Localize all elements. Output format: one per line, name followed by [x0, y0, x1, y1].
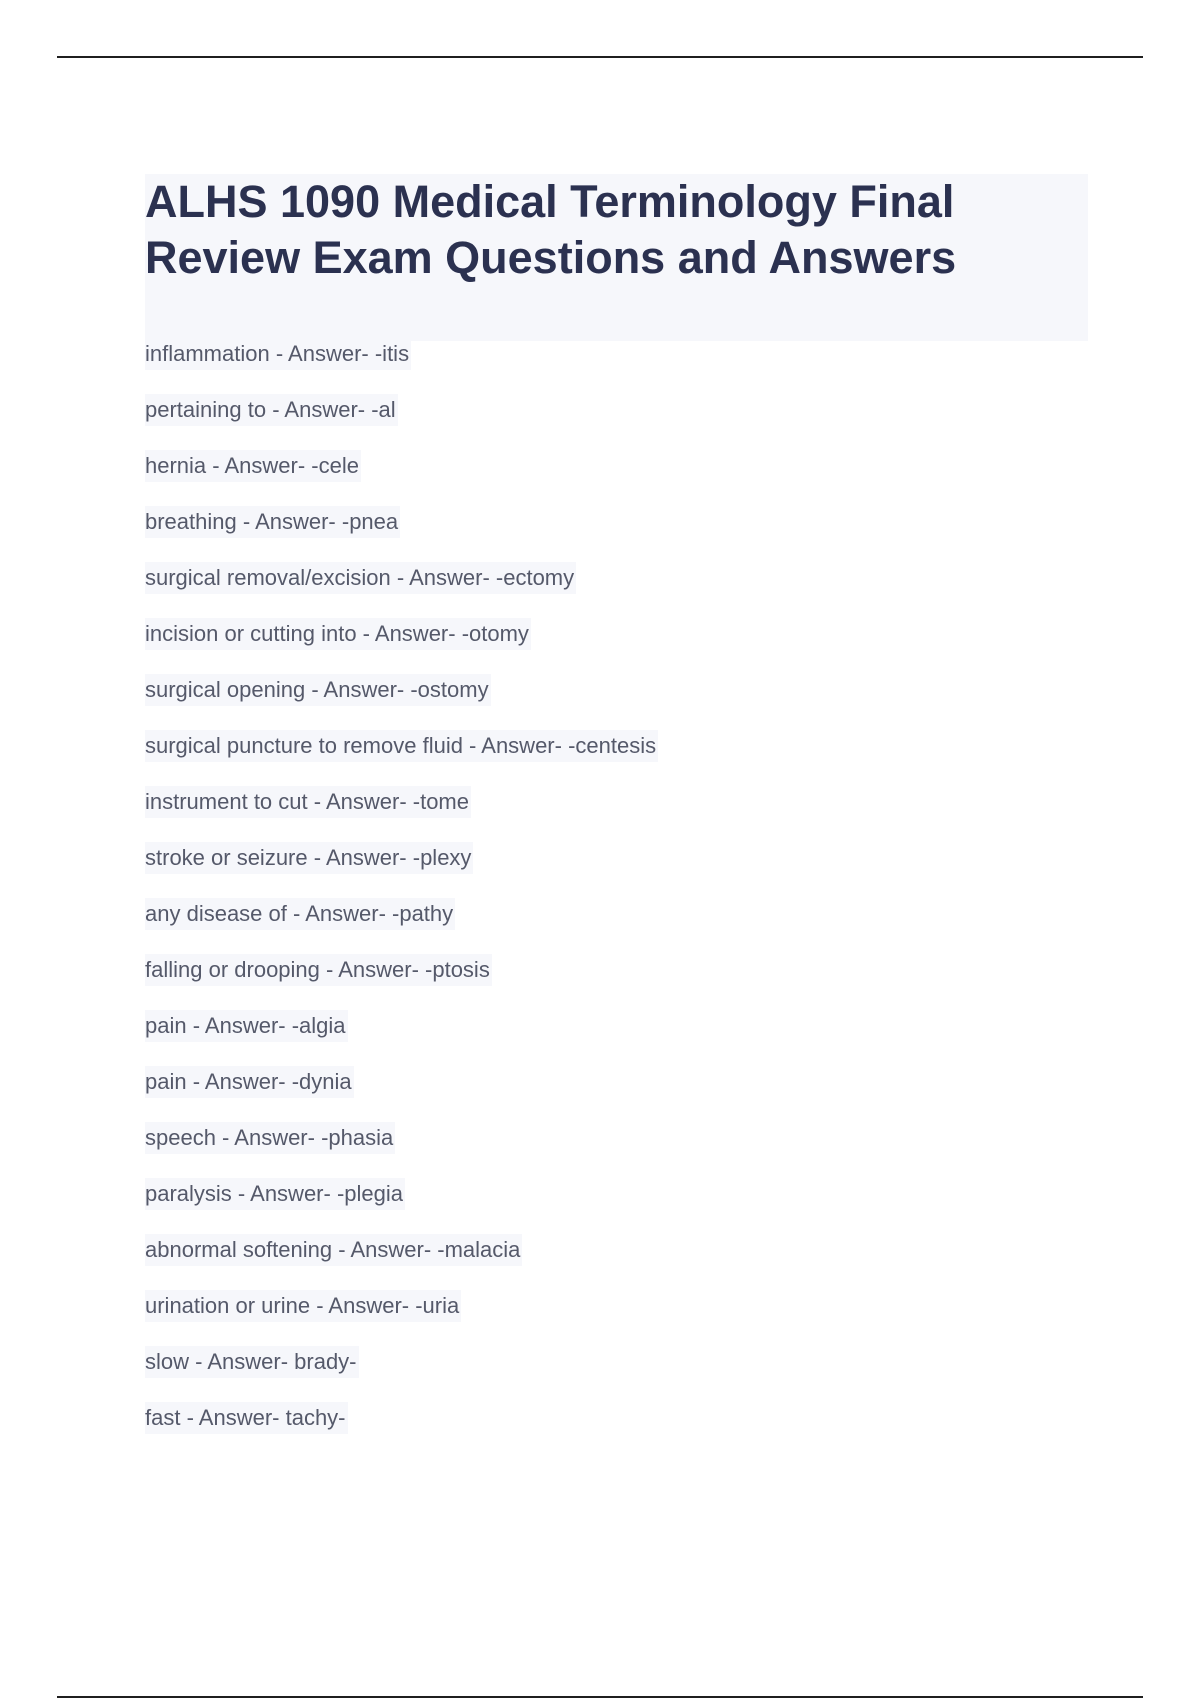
qa-text: fast - Answer- tachy- [145, 1402, 348, 1434]
list-item [145, 1346, 658, 1402]
list-item [145, 1402, 658, 1458]
qa-text: pertaining to - Answer- -al [145, 394, 398, 426]
list-item [145, 450, 658, 506]
page-title: ALHS 1090 Medical Terminology Final Review Exam Questions and Answers [145, 176, 957, 283]
qa-text: falling or drooping - Answer- -ptosis [145, 954, 492, 986]
qa-text: incision or cutting into - Answer- -otomy [145, 618, 531, 650]
qa-list [145, 338, 658, 1458]
qa-text: hernia - Answer- -cele [145, 450, 361, 482]
qa-text: stroke or seizure - Answer- -plexy [145, 842, 473, 874]
qa-text: pain - Answer- -dynia [145, 1066, 354, 1098]
list-item [145, 562, 658, 618]
list-item [145, 786, 658, 842]
footer-rule [57, 1696, 1143, 1698]
qa-text: instrument to cut - Answer- -tome [145, 786, 471, 818]
list-item [145, 1290, 658, 1346]
list-item [145, 954, 658, 1010]
qa-text: slow - Answer- brady- [145, 1346, 359, 1378]
list-item [145, 898, 658, 954]
list-item [145, 1178, 658, 1234]
qa-text: paralysis - Answer- -plegia [145, 1178, 405, 1210]
list-item [145, 506, 658, 562]
qa-text: surgical puncture to remove fluid - Answer- -centesis [145, 730, 658, 762]
list-item [145, 730, 658, 786]
list-item [145, 338, 658, 394]
qa-text: breathing - Answer- -pnea [145, 506, 400, 538]
qa-text: speech - Answer- -phasia [145, 1122, 395, 1154]
list-item [145, 842, 658, 898]
header-rule [57, 56, 1143, 58]
qa-text: pain - Answer- -algia [145, 1010, 348, 1042]
qa-text: any disease of - Answer- -pathy [145, 898, 455, 930]
qa-text: urination or urine - Answer- -uria [145, 1290, 461, 1322]
list-item [145, 1234, 658, 1290]
list-item [145, 618, 658, 674]
list-item [145, 1010, 658, 1066]
title-block [145, 174, 1088, 341]
list-item [145, 394, 658, 450]
qa-text: inflammation - Answer- -itis [145, 338, 411, 370]
list-item [145, 1122, 658, 1178]
qa-text: abnormal softening - Answer- -malacia [145, 1234, 522, 1266]
list-item [145, 1066, 658, 1122]
qa-text: surgical removal/excision - Answer- -ectomy [145, 562, 576, 594]
qa-text: surgical opening - Answer- -ostomy [145, 674, 491, 706]
list-item [145, 674, 658, 730]
